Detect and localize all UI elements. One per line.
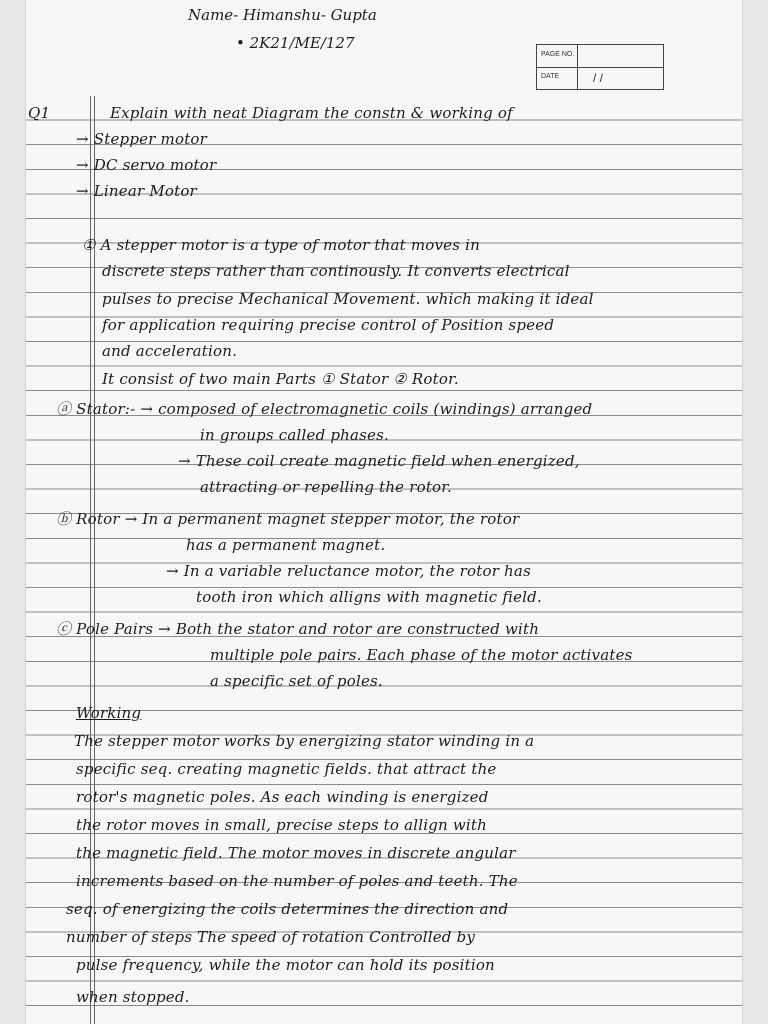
answer-line: a specific set of poles. (210, 672, 383, 690)
answer-line: The stepper motor works by energizing stator winding in a (74, 732, 535, 750)
answer-line: pulse frequency, while the motor can hold its position (76, 956, 495, 974)
page-date-box (536, 44, 664, 90)
student-name: Name- Himanshu- Gupta (188, 6, 377, 24)
answer-line: ⓒ Pole Pairs → Both the stator and rotor are constructed with (56, 620, 540, 638)
page-no-divider (577, 45, 578, 67)
roll-number-text: 2K21/ME/127 (249, 34, 355, 52)
answer-line: → In a variable reluctance motor, the rotor has (166, 562, 531, 580)
question-item: → DC servo motor (76, 156, 217, 174)
page-no-label: PAGE NO. (541, 51, 575, 58)
notebook-page (26, 0, 742, 1024)
answer-line: when stopped. (76, 988, 190, 1006)
answer-line: the magnetic field. The motor moves in discrete angular (76, 844, 516, 862)
answer-line: multiple pole pairs. Each phase of the motor activates (210, 646, 633, 664)
answer-line: the rotor moves in small, precise steps to allign with (76, 816, 488, 834)
answer-line: and acceleration. (102, 342, 238, 360)
question-text: Explain with neat Diagram the constn & working of (110, 104, 513, 122)
answer-line: It consist of two main Parts ① Stator ② Rotor. (102, 370, 459, 388)
answer-line: number of steps The speed of rotation Controlled by (66, 928, 476, 946)
answer-line: pulses to precise Mechanical Movement. which making it ideal (102, 290, 594, 308)
date-divider (577, 67, 578, 89)
answer-line: ⓑ Rotor → In a permanent magnet stepper motor, the rotor (56, 510, 520, 528)
answer-line: increments based on the number of poles and teeth. The (76, 872, 518, 890)
date-row (537, 67, 663, 89)
question-item: → Linear Motor (76, 182, 197, 200)
answer-line: seq. of energizing the coils determines the direction and (66, 900, 509, 918)
date-label: DATE (541, 73, 560, 80)
answer-line: → These coil create magnetic field when energized, (178, 452, 580, 470)
answer-line: tooth iron which alligns with magnetic field. (196, 588, 542, 606)
answer-line: has a permanent magnet. (186, 536, 386, 554)
answer-line: for application requiring precise control of Position speed (102, 316, 555, 334)
answer-line: ⓐ Stator:- → composed of electromagnetic coils (windings) arranged (56, 400, 593, 418)
answer-line: rotor's magnetic poles. As each winding is energized (76, 788, 489, 806)
answer-line: in groups called phases. (200, 426, 389, 444)
answer-line: ① A stepper motor is a type of motor that moves in (82, 236, 480, 254)
answer-line: specific seq. creating magnetic fields. that attract the (76, 760, 497, 778)
answer-line: attracting or repelling the rotor. (200, 478, 452, 496)
answer-line: discrete steps rather than continously. It converts electrical (102, 262, 570, 280)
question-item: → Stepper motor (76, 130, 208, 148)
page-no-row (537, 45, 663, 68)
working-heading: Working (76, 704, 142, 722)
roll-number (236, 34, 355, 52)
bullet-icon: • (236, 34, 250, 52)
date-value: / / (593, 71, 604, 85)
question-marker: Q1 (28, 104, 51, 122)
